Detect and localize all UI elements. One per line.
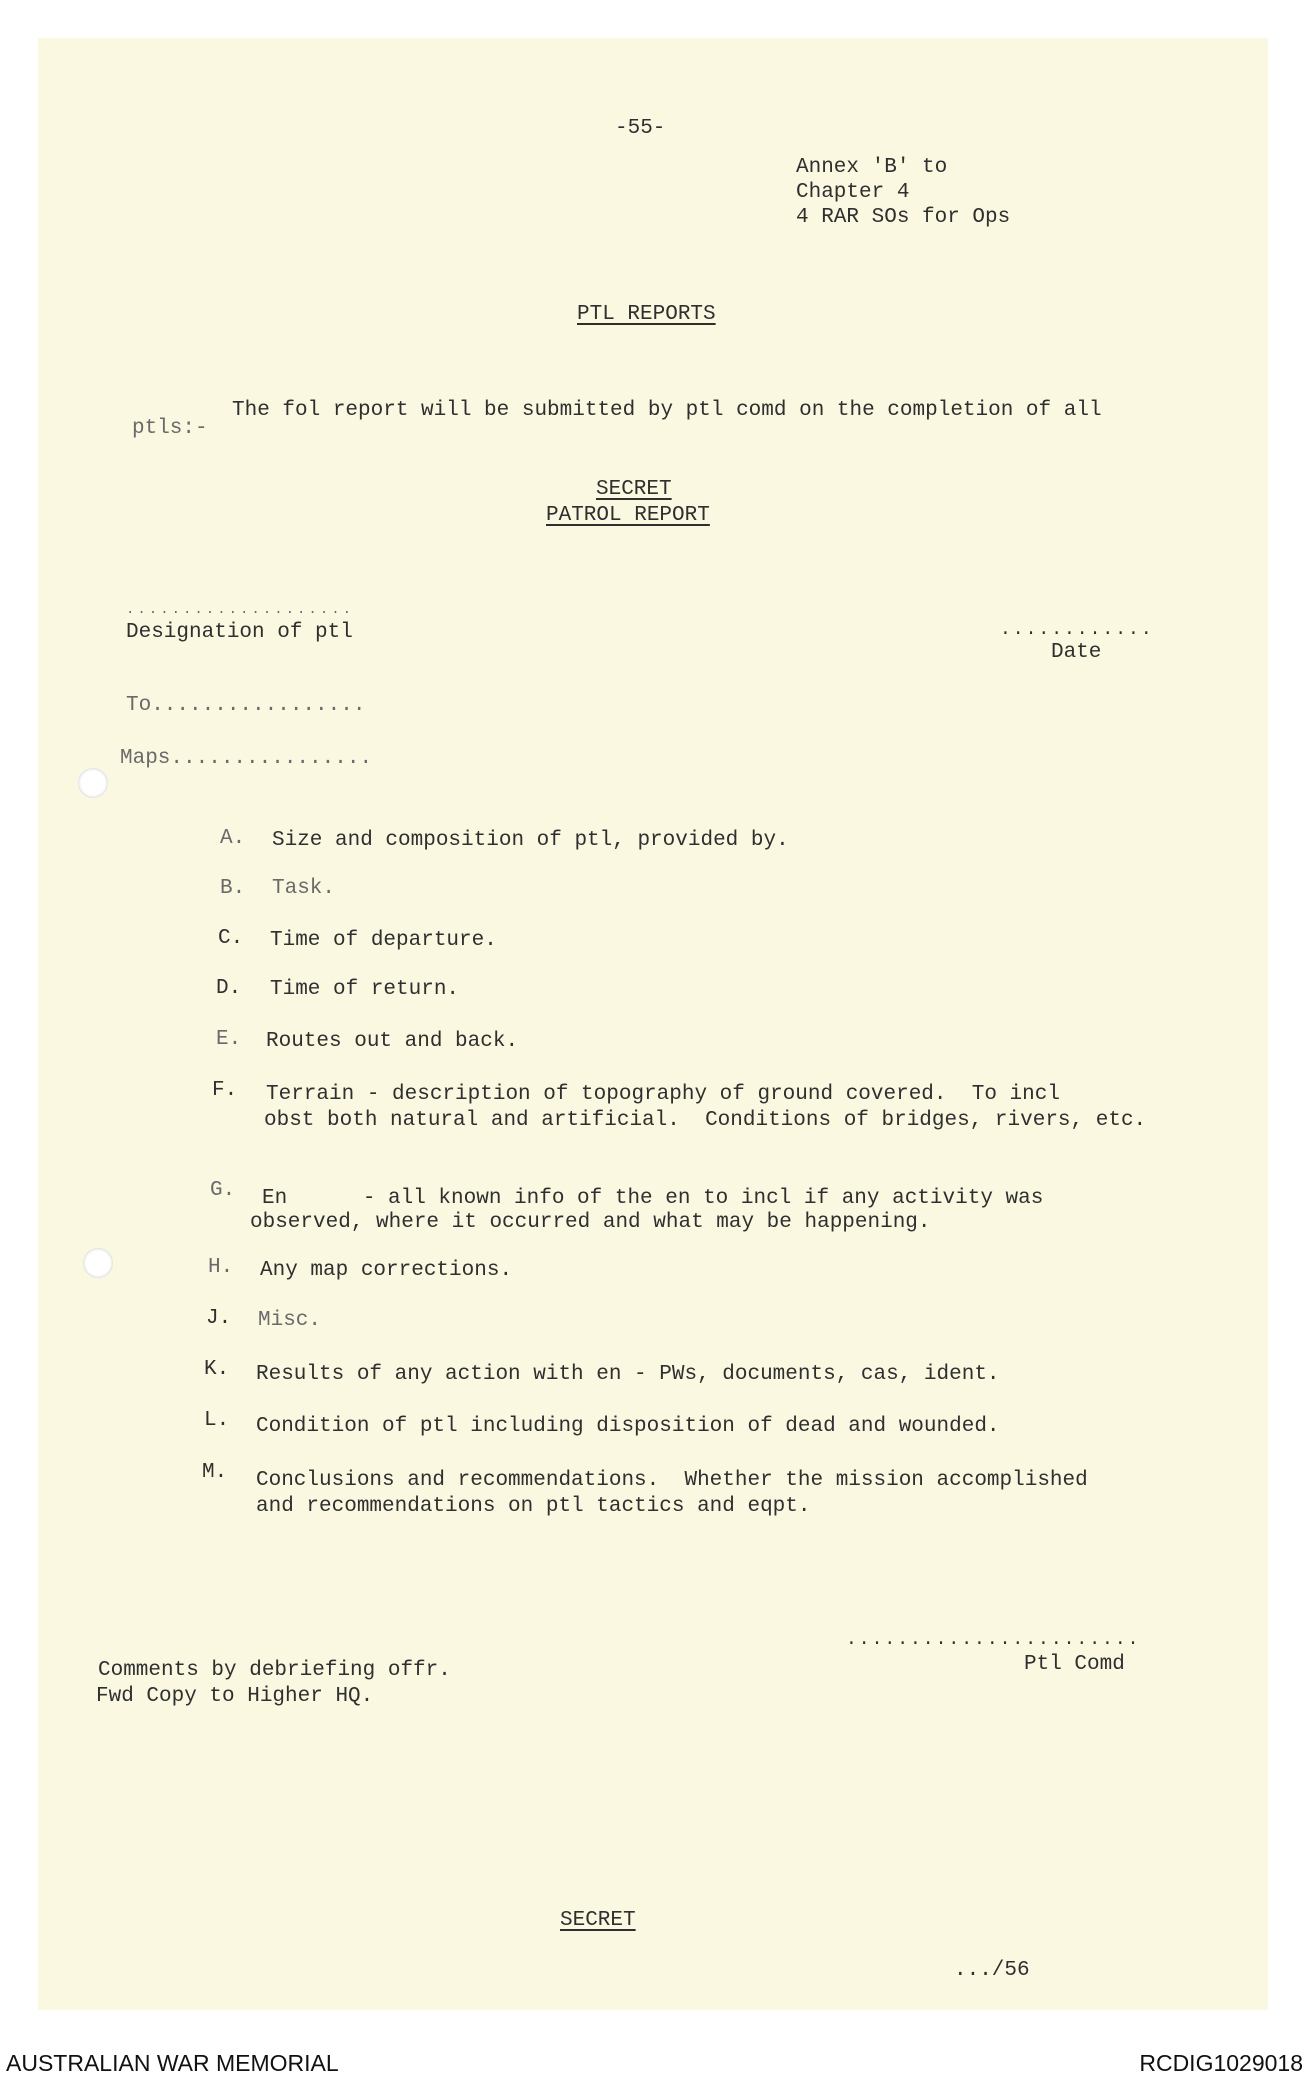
item-text: Task.	[272, 877, 336, 900]
item-letter: H.	[208, 1256, 234, 1279]
annex-line: 4 RAR SOs for Ops	[796, 206, 1011, 229]
intro-line-2: ptls:-	[132, 417, 208, 440]
comments-line: Comments by debriefing offr.	[98, 1659, 451, 1682]
item-letter: F.	[212, 1079, 238, 1102]
date-label: Date	[1051, 641, 1102, 664]
item-letter: C.	[218, 927, 244, 950]
item-text: observed, where it occurred and what may be happening.	[250, 1211, 931, 1234]
item-letter: K.	[204, 1358, 230, 1381]
item-text: Results of any action with en - PWs, documents, cas, ident.	[256, 1363, 1000, 1386]
footer-source: AUSTRALIAN WAR MEMORIAL	[6, 2050, 339, 2076]
item-text: Size and composition of ptl, provided by.	[272, 829, 789, 852]
comments-line: Fwd Copy to Higher HQ.	[96, 1685, 374, 1708]
item-letter: B.	[220, 877, 246, 900]
designation-label: Designation of ptl	[126, 621, 353, 644]
report-title: PATROL REPORT	[546, 504, 710, 527]
page-title: PTL REPORTS	[577, 303, 716, 326]
item-text: Terrain - description of topography of ground covered. To incl	[266, 1083, 1060, 1106]
item-letter: E.	[216, 1028, 242, 1051]
intro-line-1: The fol report will be submitted by ptl comd on the completion of all	[232, 399, 1102, 422]
annex-line: Chapter 4	[796, 181, 910, 204]
next-page-ref: .../56	[954, 1959, 1030, 1982]
date-dots: ............	[1000, 620, 1154, 640]
item-letter: J.	[206, 1307, 232, 1330]
annex-line: Annex 'B' to	[796, 156, 948, 179]
designation-dots: ....................	[126, 602, 355, 618]
item-text: Conclusions and recommendations. Whether the mission accomplished	[256, 1469, 1088, 1492]
to-field: To.................	[126, 694, 366, 717]
item-text: Any map corrections.	[260, 1259, 513, 1282]
item-letter: L.	[204, 1409, 230, 1432]
item-letter: M.	[202, 1461, 228, 1484]
item-text: Time of departure.	[270, 929, 497, 952]
item-text: Misc.	[258, 1309, 322, 1332]
classification-top: SECRET	[596, 478, 672, 501]
item-text: En - all known info of the en to incl if any activity was	[262, 1187, 1044, 1210]
item-letter: A.	[220, 827, 246, 850]
item-text: and recommendations on ptl tactics and eqpt.	[256, 1495, 811, 1518]
maps-field: Maps................	[120, 747, 373, 770]
item-text: Condition of ptl including disposition of dead and wounded.	[256, 1415, 1000, 1438]
footer-id: RCDIG1029018	[1139, 2050, 1303, 2076]
signature-label: Ptl Comd	[1024, 1653, 1125, 1676]
punch-hole-top	[78, 768, 108, 798]
item-letter: D.	[216, 977, 242, 1000]
item-text: Time of return.	[270, 978, 460, 1001]
item-text: obst both natural and artificial. Conditions of bridges, rivers, etc.	[264, 1109, 1147, 1132]
document-page	[38, 38, 1268, 2010]
page-number: -55-	[615, 117, 666, 140]
punch-hole-bottom	[83, 1248, 113, 1278]
classification-bottom: SECRET	[560, 1909, 636, 1932]
signature-dots: .......................	[846, 1630, 1141, 1650]
item-text: Routes out and back.	[266, 1030, 519, 1053]
item-letter: G.	[210, 1179, 236, 1202]
